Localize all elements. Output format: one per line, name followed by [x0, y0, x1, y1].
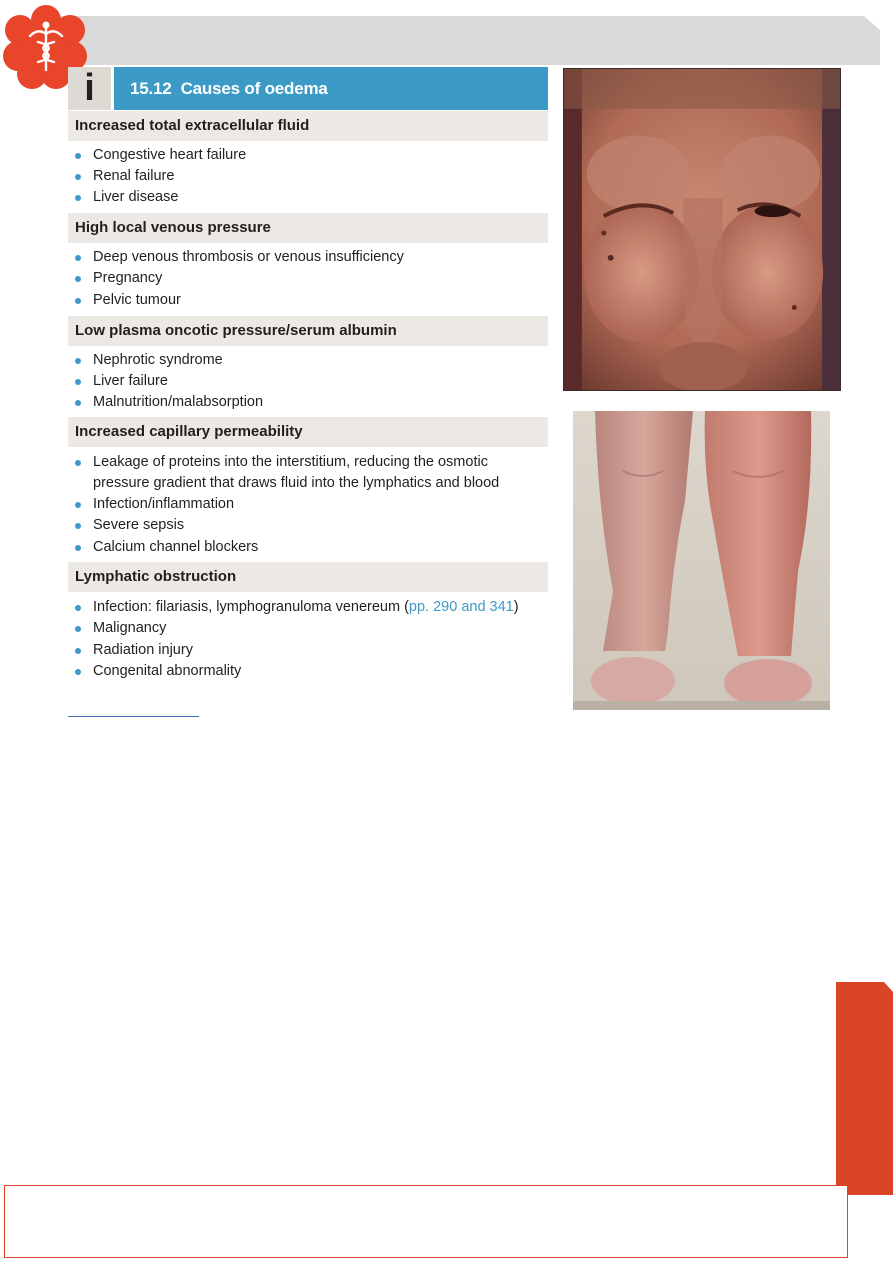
bullet-icon	[75, 153, 81, 159]
top-header-band	[44, 16, 880, 65]
section-heading	[68, 562, 548, 592]
list-item: Calcium channel blockers	[93, 539, 259, 555]
bullet-icon	[75, 626, 81, 632]
section-heading	[68, 417, 548, 447]
list-item: Deep venous thrombosis or venous insufficiency	[93, 249, 404, 265]
list-item: Congestive heart failure	[93, 147, 247, 163]
info-tab	[68, 67, 111, 110]
bullet-icon	[75, 502, 81, 508]
list-item	[93, 597, 548, 618]
list-item: Nephrotic syndrome	[93, 352, 223, 368]
bullet-icon	[75, 298, 81, 304]
bullet-icon	[75, 605, 81, 611]
box-number: 15.12	[130, 79, 172, 98]
bullet-icon	[75, 545, 81, 551]
list-item: Renal failure	[93, 168, 175, 184]
leg-oedema-photo	[573, 411, 830, 710]
bullet-icon	[75, 523, 81, 529]
periorbital-oedema-photo	[563, 68, 841, 391]
list-item: Liver failure	[93, 373, 168, 389]
footer-box	[4, 1185, 848, 1258]
bullet-icon	[75, 358, 81, 364]
bullet-icon	[75, 379, 81, 385]
list-item: Pregnancy	[93, 270, 163, 286]
list-item: Leakage of proteins into the interstitium, reducing the osmotic pressure gradient that draws fluid into the lymphatics and blood	[93, 454, 500, 491]
bullet-icon	[75, 400, 81, 406]
list-item-suffix: )	[513, 599, 519, 615]
section-heading	[68, 213, 548, 243]
list-item: Severe sepsis	[93, 517, 185, 533]
box-title-text: Causes of oedema	[180, 79, 328, 98]
info-icon: i	[84, 67, 95, 109]
list-item: Pelvic tumour	[93, 292, 181, 308]
section-heading-text: Lymphatic obstruction	[75, 568, 237, 585]
bullet-icon	[75, 255, 81, 261]
list-item: Liver disease	[93, 189, 179, 205]
section-heading	[68, 316, 548, 346]
info-box-header	[68, 67, 548, 110]
box-title-bar	[114, 67, 548, 110]
chapter-side-tab	[836, 982, 893, 1195]
list-item: Radiation injury	[93, 642, 193, 658]
section-heading-text: High local venous pressure	[75, 219, 271, 236]
page-reference-link[interactable]: pp. 290 and 341	[408, 599, 514, 615]
bullet-icon	[75, 648, 81, 654]
footnote-divider	[68, 716, 199, 717]
list-item: Congenital abnormality	[93, 663, 242, 679]
section-heading-text: Increased capillary permeability	[75, 423, 303, 440]
section-heading-text: Low plasma oncotic pressure/serum albumin	[75, 322, 397, 339]
bullet-icon	[75, 460, 81, 466]
list-item-text: Infection: filariasis, lymphogranuloma venereum (	[93, 599, 409, 615]
bullet-icon	[75, 195, 81, 201]
list-item: Infection/inflammation	[93, 496, 235, 512]
section-heading-text: Increased total extracellular fluid	[75, 117, 310, 134]
bullet-icon	[75, 174, 81, 180]
box-title	[130, 67, 328, 110]
list-item: Malnutrition/malabsorption	[93, 394, 264, 410]
bullet-icon	[75, 276, 81, 282]
list-item: Malignancy	[93, 620, 167, 636]
bullet-icon	[75, 669, 81, 675]
section-heading	[68, 111, 548, 141]
